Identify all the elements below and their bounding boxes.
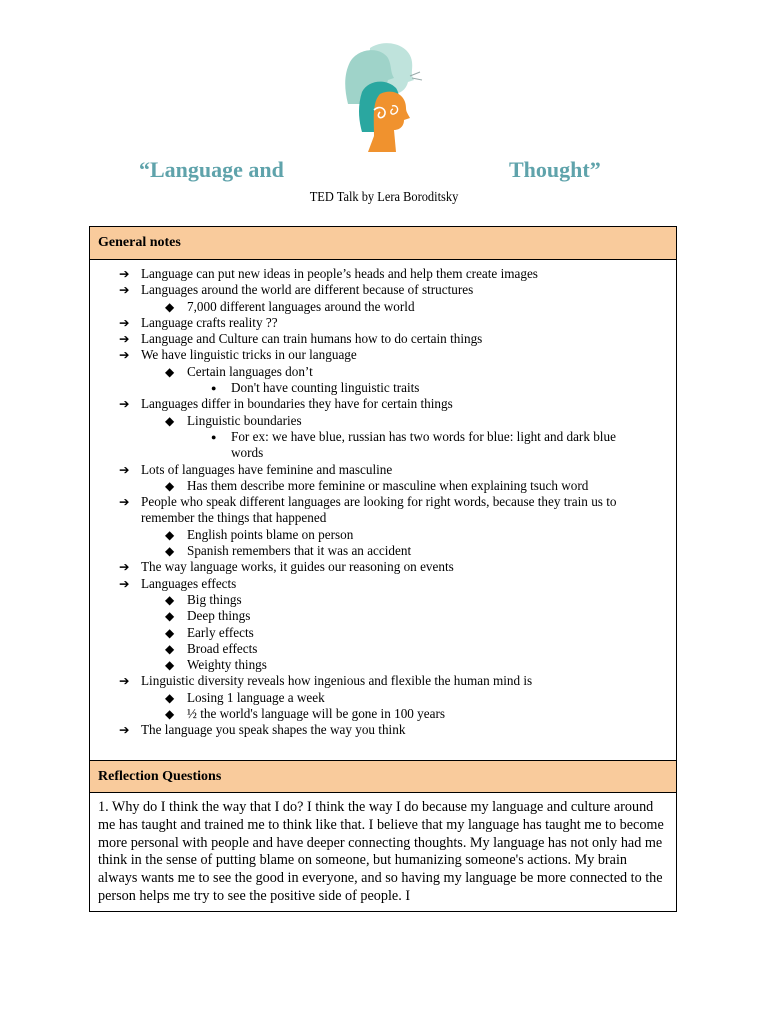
note-subitem: ◆ Spanish remembers that it was an accident [165, 543, 412, 559]
note-subitem: ◆ Big things [165, 591, 242, 607]
note-item: ➔ Linguistic diversity reveals how ingenious and flexible the human mind is [119, 673, 533, 689]
note-item: ➔ The way language works, it guides our reasoning on events [119, 559, 454, 575]
note-item: ➔ Languages around the world are different because of structures [119, 282, 474, 298]
general-notes-list [90, 260, 676, 760]
arrow-bullet-icon: ➔ [119, 560, 130, 575]
note-item: ➔ Languages effects [119, 575, 237, 591]
note-item: ➔ People who speak different languages are looking for right words, because they train us to [119, 494, 617, 510]
diamond-bullet-icon: ◆ [165, 609, 175, 624]
note-subitem: ◆ ½ the world's language will be gone in 100 years [165, 706, 446, 722]
note-item: ➔ Lots of languages have feminine and masculine [119, 461, 393, 477]
arrow-bullet-icon: ➔ [119, 315, 130, 330]
dot-bullet-icon: ● [211, 431, 217, 442]
note-subsubitem: ● Don't have counting linguistic traits [211, 380, 420, 396]
subtitle: TED Talk by Lera Boroditsky [309, 189, 459, 204]
arrow-bullet-icon: ➔ [119, 495, 130, 510]
note-continuation: remember the things that happened [141, 510, 327, 526]
note-subitem: ◆ Early effects [165, 624, 254, 640]
diamond-bullet-icon: ◆ [165, 364, 175, 379]
diamond-bullet-icon: ◆ [165, 544, 175, 559]
diamond-bullet-icon: ◆ [165, 625, 175, 640]
note-subitem: ◆ Linguistic boundaries [165, 412, 302, 428]
diamond-bullet-icon: ◆ [165, 641, 175, 656]
arrow-bullet-icon: ➔ [119, 576, 130, 591]
diamond-bullet-icon: ◆ [165, 707, 175, 722]
arrow-bullet-icon: ➔ [119, 348, 130, 363]
note-subitem: ◆ Broad effects [165, 640, 258, 656]
note-subitem: ◆ English points blame on person [165, 526, 354, 542]
note-subitem: ◆ 7,000 different languages around the world [165, 298, 415, 314]
diamond-bullet-icon: ◆ [165, 478, 175, 493]
notes-table [89, 226, 677, 912]
arrow-bullet-icon: ➔ [119, 397, 130, 412]
diamond-bullet-icon: ◆ [165, 592, 175, 607]
dot-bullet-icon: ● [211, 383, 217, 394]
note-subitem: ◆ Has them describe more feminine or masculine when explaining tsuch word [165, 477, 589, 493]
arrow-bullet-icon: ➔ [119, 283, 130, 298]
title-part-2: Thought” [509, 157, 601, 182]
arrow-bullet-icon: ➔ [119, 462, 130, 477]
note-item: ➔ We have linguistic tricks in our language [119, 347, 357, 363]
note-continuation: words [231, 445, 264, 461]
note-subitem: ◆ Losing 1 language a week [165, 689, 325, 705]
reflection-questions-header: Reflection Questions [90, 760, 676, 793]
diamond-bullet-icon: ◆ [165, 690, 175, 705]
note-subitem: ◆ Certain languages don’t [165, 363, 313, 379]
diamond-bullet-icon: ◆ [165, 527, 175, 542]
note-subitem: ◆ Weighty things [165, 657, 267, 673]
note-item: ➔ Language crafts reality ?? [119, 314, 278, 330]
diamond-bullet-icon: ◆ [165, 413, 175, 428]
arrow-bullet-icon: ➔ [119, 332, 130, 347]
reflection-answer: 1. Why do I think the way that I do? I think the way I do because my language and culture around me has taught and trained me to think like that. I believe that my language has taught me to become more personal with people and have deeper connecting thoughts. My language has not only had me think in the sense of putting blame on someone, but humanizing someone's actions. My brain always wants me to see the good in everyone, and so having my language be more connected to the person helps me try to see the positive side of people. I [98, 799, 664, 904]
heads-profile-logo-icon [340, 40, 426, 152]
arrow-bullet-icon: ➔ [119, 674, 130, 689]
diamond-bullet-icon: ◆ [165, 299, 175, 314]
arrow-bullet-icon: ➔ [119, 267, 130, 281]
note-item: ➔ The language you speak shapes the way you think [119, 722, 406, 738]
note-item: ➔ Language and Culture can train humans how to do certain things [119, 331, 483, 347]
note-item: ➔ Languages differ in boundaries they have for certain things [119, 396, 453, 412]
title-part-1: “Language and [139, 157, 284, 182]
note-subsubitem: ● For ex: we have blue, russian has two words for blue: light and dark blue [211, 428, 616, 444]
note-subitem: ◆ Deep things [165, 608, 251, 624]
general-notes-header: General notes [90, 227, 676, 260]
diamond-bullet-icon: ◆ [165, 658, 175, 673]
note-item: ➔ Language can put new ideas in people’s heads and help them create images [119, 266, 538, 281]
arrow-bullet-icon: ➔ [119, 723, 130, 738]
